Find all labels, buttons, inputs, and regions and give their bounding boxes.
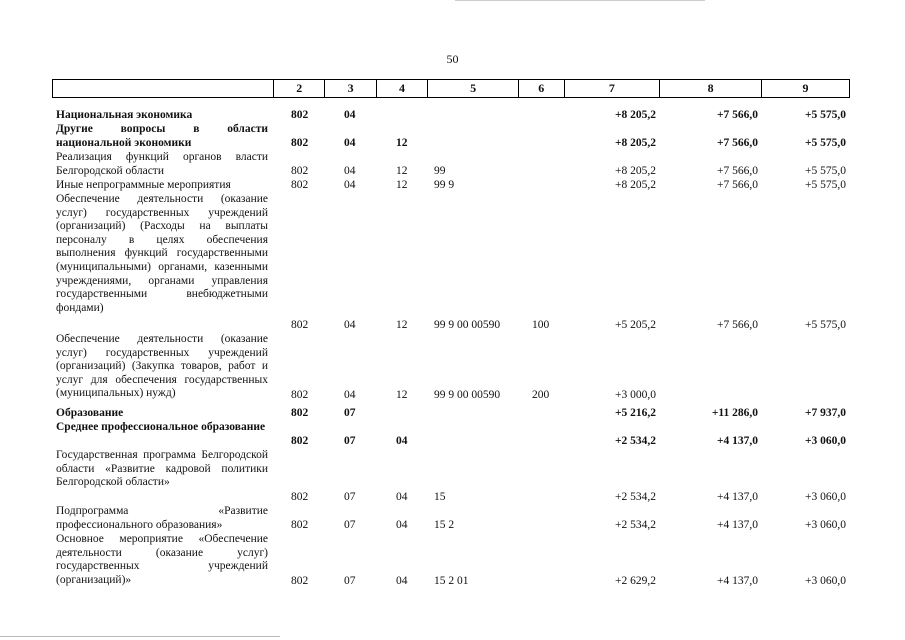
header-col-8: 8 bbox=[660, 80, 762, 98]
cell-col-5: 15 2 bbox=[434, 519, 455, 531]
cell-col-7: +8 205,2 bbox=[615, 179, 656, 191]
header-col-4: 4 bbox=[376, 80, 427, 98]
cell-col-6: 200 bbox=[532, 389, 550, 401]
cell-col-7: +3 000,0 bbox=[615, 389, 656, 401]
row-name: Другие вопросы в области национальной экономики bbox=[56, 123, 268, 149]
cell-col-2: 802 bbox=[291, 575, 309, 587]
cell-col-9: +5 575,0 bbox=[804, 109, 846, 121]
cell-col-7: +8 205,2 bbox=[614, 137, 656, 149]
cell-col-4: 04 bbox=[396, 575, 408, 587]
cell-col-7: +2 534,2 bbox=[615, 519, 656, 531]
header-col-5: 5 bbox=[428, 80, 519, 98]
cell-col-3: 07 bbox=[344, 575, 356, 587]
cell-col-7: +8 205,2 bbox=[614, 109, 656, 121]
page-number: 50 bbox=[446, 52, 459, 66]
cell-col-8: +7 566,0 bbox=[716, 137, 758, 149]
cell-col-7: +5 205,2 bbox=[615, 319, 656, 331]
cell-col-7: +2 534,2 bbox=[614, 435, 656, 447]
cell-col-8: +7 566,0 bbox=[717, 179, 758, 191]
cell-col-2: 802 bbox=[291, 407, 309, 419]
cell-col-8: +4 137,0 bbox=[717, 491, 758, 503]
cell-col-2: 802 bbox=[291, 179, 309, 191]
cell-col-3: 04 bbox=[344, 137, 356, 149]
row-name: Среднее профессиональное образование bbox=[56, 421, 266, 433]
cell-col-2: 802 bbox=[291, 519, 309, 531]
cell-col-9: +7 937,0 bbox=[804, 407, 846, 419]
header-col-3: 3 bbox=[325, 80, 376, 98]
cell-col-4: 12 bbox=[396, 389, 408, 401]
cell-col-8: +4 137,0 bbox=[716, 435, 758, 447]
row-name: Национальная экономика bbox=[56, 109, 193, 121]
cell-col-9: +3 060,0 bbox=[805, 575, 846, 587]
cell-col-4: 04 bbox=[396, 491, 408, 503]
cell-col-2: 802 bbox=[291, 165, 309, 177]
cell-col-5: 99 bbox=[434, 165, 446, 177]
cell-col-2: 802 bbox=[291, 137, 309, 149]
cell-col-5: 15 bbox=[434, 491, 446, 503]
header-col-9: 9 bbox=[762, 80, 850, 98]
cell-col-3: 04 bbox=[344, 109, 356, 121]
cell-col-8: +4 137,0 bbox=[717, 519, 758, 531]
cell-col-3: 04 bbox=[344, 319, 356, 331]
cell-col-9: +5 575,0 bbox=[805, 165, 846, 177]
cell-col-4: 12 bbox=[396, 179, 408, 191]
cell-col-8: +11 286,0 bbox=[711, 407, 758, 419]
header-col-6: 6 bbox=[519, 80, 564, 98]
cell-col-9: +5 575,0 bbox=[805, 319, 846, 331]
row-name: Подпрограмма «Развитие профессионального образования» bbox=[56, 505, 268, 531]
cell-col-2: 802 bbox=[291, 389, 309, 401]
cell-col-5: 99 9 00 00590 bbox=[434, 319, 501, 331]
header-col-7: 7 bbox=[564, 80, 660, 98]
cell-col-3: 04 bbox=[344, 389, 356, 401]
scan-artifact-line bbox=[0, 636, 280, 637]
cell-col-3: 07 bbox=[344, 491, 356, 503]
cell-col-8: +4 137,0 bbox=[717, 575, 758, 587]
cell-col-4: 04 bbox=[396, 519, 408, 531]
cell-col-7: +5 216,2 bbox=[614, 407, 656, 419]
cell-col-9: +5 575,0 bbox=[804, 137, 846, 149]
row-name: Иные непрограммные мероприятия bbox=[56, 179, 231, 191]
cell-col-7: +8 205,2 bbox=[615, 165, 656, 177]
cell-col-3: 07 bbox=[344, 519, 356, 531]
row-name: Реализация функций органов власти Белгородской области bbox=[56, 151, 268, 177]
cell-col-6: 100 bbox=[532, 319, 550, 331]
cell-col-7: +2 629,2 bbox=[615, 575, 656, 587]
scan-artifact-line bbox=[455, 0, 705, 1]
row-name: Обеспечение деятельности (оказание услуг) государственных учреждений (организаций) (Расходы на выплаты персоналу в целях обеспечения выполнения функций государственными (муниципальными) органами, казенными учреждениями, органами управления государственными внебюджетными фондами) bbox=[56, 193, 268, 314]
cell-col-2: 802 bbox=[291, 319, 309, 331]
row-name: Обеспечение деятельности (оказание услуг) государственных учреждений (организаций) (Закупка товаров, работ и услуг для обеспечения государственных (муниципальных) нужд) bbox=[56, 333, 268, 400]
cell-col-8: +7 566,0 bbox=[716, 109, 758, 121]
cell-col-4: 04 bbox=[396, 435, 408, 447]
cell-col-9: +3 060,0 bbox=[804, 435, 846, 447]
cell-col-3: 07 bbox=[344, 435, 356, 447]
cell-col-3: 04 bbox=[344, 179, 356, 191]
cell-col-9: +3 060,0 bbox=[805, 491, 846, 503]
header-col-2: 2 bbox=[274, 80, 325, 98]
row-name: Основное мероприятие «Обеспечение деятельности (оказание услуг) государственных учреждений (организаций)» bbox=[56, 533, 268, 586]
cell-col-9: +3 060,0 bbox=[805, 519, 846, 531]
row-name: Государственная программа Белгородской области «Развитие кадровой политики Белгородской области» bbox=[56, 449, 268, 489]
cell-col-5: 99 9 00 00590 bbox=[434, 389, 501, 401]
cell-col-5: 99 9 bbox=[434, 179, 455, 191]
cell-col-9: +5 575,0 bbox=[805, 179, 846, 191]
cell-col-2: 802 bbox=[291, 109, 309, 121]
cell-col-4: 12 bbox=[396, 319, 408, 331]
cell-col-8: +7 566,0 bbox=[717, 165, 758, 177]
cell-col-4: 12 bbox=[396, 165, 408, 177]
cell-col-3: 04 bbox=[344, 165, 356, 177]
cell-col-7: +2 534,2 bbox=[615, 491, 656, 503]
cell-col-5: 15 2 01 bbox=[434, 575, 469, 587]
row-name: Образование bbox=[56, 407, 124, 419]
cell-col-8: +7 566,0 bbox=[717, 319, 758, 331]
cell-col-4: 12 bbox=[396, 137, 408, 149]
cell-col-3: 07 bbox=[344, 407, 356, 419]
cell-col-2: 802 bbox=[291, 491, 309, 503]
cell-col-2: 802 bbox=[291, 435, 309, 447]
